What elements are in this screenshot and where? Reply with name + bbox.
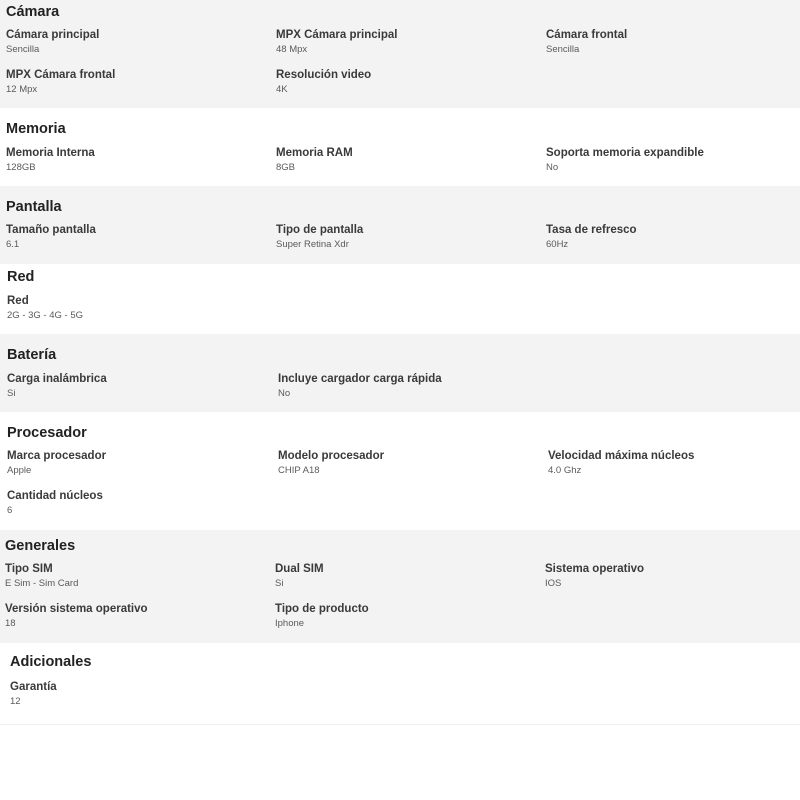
spec-item	[278, 372, 442, 400]
spec-value: 6.1	[6, 239, 20, 250]
spec-item	[276, 146, 353, 174]
spec-item	[545, 562, 644, 590]
spec-label: Tipo de producto	[275, 603, 369, 615]
spec-label: Memoria Interna	[6, 147, 95, 159]
spec-item	[10, 680, 57, 708]
spec-value: Iphone	[275, 618, 305, 629]
spec-label: Tasa de refresco	[546, 224, 637, 236]
spec-item	[546, 223, 637, 251]
section-red	[0, 264, 800, 334]
spec-label: Modelo procesador	[278, 450, 385, 462]
spec-value: E Sim - Sim Card	[5, 578, 79, 589]
spec-item	[278, 449, 384, 477]
spec-label: Carga inalámbrica	[7, 373, 107, 385]
spec-item	[7, 489, 103, 517]
spec-label: Cantidad núcleos	[7, 490, 103, 502]
spec-value: Apple	[7, 465, 32, 476]
spec-value: No	[546, 162, 559, 173]
spec-item	[275, 562, 324, 590]
spec-value: No	[278, 388, 291, 399]
section-memoria	[0, 108, 800, 186]
spec-value: 4.0 Ghz	[548, 465, 582, 476]
spec-item	[6, 28, 99, 56]
spec-value: Sencilla	[6, 44, 40, 55]
spec-value: 2G - 3G - 4G - 5G	[7, 310, 84, 321]
spec-item	[546, 146, 704, 174]
spec-label: Soporta memoria expandible	[546, 147, 704, 159]
section-title-adicionales: Adicionales	[10, 654, 92, 670]
spec-value: 18	[5, 618, 16, 629]
spec-value: Si	[275, 578, 284, 589]
spec-value: Si	[7, 388, 16, 399]
spec-item	[5, 602, 148, 630]
spec-label: Tamaño pantalla	[6, 224, 96, 236]
section-procesador	[0, 412, 800, 530]
spec-label: Velocidad máxima núcleos	[548, 450, 695, 462]
section-title-camara: Cámara	[6, 4, 60, 20]
spec-label: Garantía	[10, 681, 57, 693]
spec-item	[6, 223, 96, 251]
section-title-generales: Generales	[5, 538, 76, 554]
spec-label: Sistema operativo	[545, 563, 645, 575]
section-title-memoria: Memoria	[6, 121, 66, 137]
spec-label: Marca procesador	[7, 450, 107, 462]
spec-value: 48 Mpx	[276, 44, 308, 55]
spec-value: CHIP A18	[278, 465, 320, 476]
spec-label: Memoria RAM	[276, 147, 353, 159]
spec-value: 8GB	[276, 162, 296, 173]
spec-label: Cámara frontal	[546, 29, 628, 41]
spec-value: IOS	[545, 578, 562, 589]
section-camara	[0, 0, 800, 108]
spec-item	[6, 146, 95, 174]
spec-value: 128GB	[6, 162, 36, 173]
spec-item	[276, 28, 397, 56]
divider	[0, 724, 800, 725]
spec-label: Red	[7, 295, 29, 307]
spec-value: 12 Mpx	[6, 84, 38, 95]
spec-item	[7, 294, 83, 322]
spec-label: MPX Cámara principal	[276, 29, 398, 41]
spec-item	[548, 449, 694, 477]
spec-label: Incluye cargador carga rápida	[278, 373, 442, 385]
spec-label: Cámara principal	[6, 29, 100, 41]
spec-item	[6, 68, 115, 96]
spec-value: Sencilla	[546, 44, 580, 55]
section-title-bateria: Batería	[7, 347, 57, 363]
section-generales	[0, 530, 800, 643]
spec-value: Super Retina Xdr	[276, 239, 349, 250]
spec-item	[7, 449, 106, 477]
spec-label: Resolución video	[276, 69, 372, 81]
spec-value: 6	[7, 505, 13, 516]
spec-item	[275, 602, 369, 630]
spec-label: Dual SIM	[275, 563, 324, 575]
spec-item	[7, 372, 107, 400]
spec-item	[276, 223, 363, 251]
spec-label: Tipo de pantalla	[276, 224, 364, 236]
section-title-pantalla: Pantalla	[6, 199, 62, 215]
spec-label: Tipo SIM	[5, 563, 53, 575]
section-title-red: Red	[7, 269, 35, 285]
spec-item	[546, 28, 627, 56]
spec-label: MPX Cámara frontal	[6, 69, 116, 81]
section-pantalla	[0, 186, 800, 264]
spec-label: Versión sistema operativo	[5, 603, 148, 615]
section-title-procesador: Procesador	[7, 425, 87, 441]
spec-item	[276, 68, 371, 96]
section-bateria	[0, 334, 800, 412]
section-adicionales	[0, 643, 800, 724]
spec-item	[5, 562, 78, 590]
spec-value: 60Hz	[546, 239, 569, 250]
spec-value: 12	[10, 696, 21, 707]
spec-value: 4K	[276, 84, 288, 95]
